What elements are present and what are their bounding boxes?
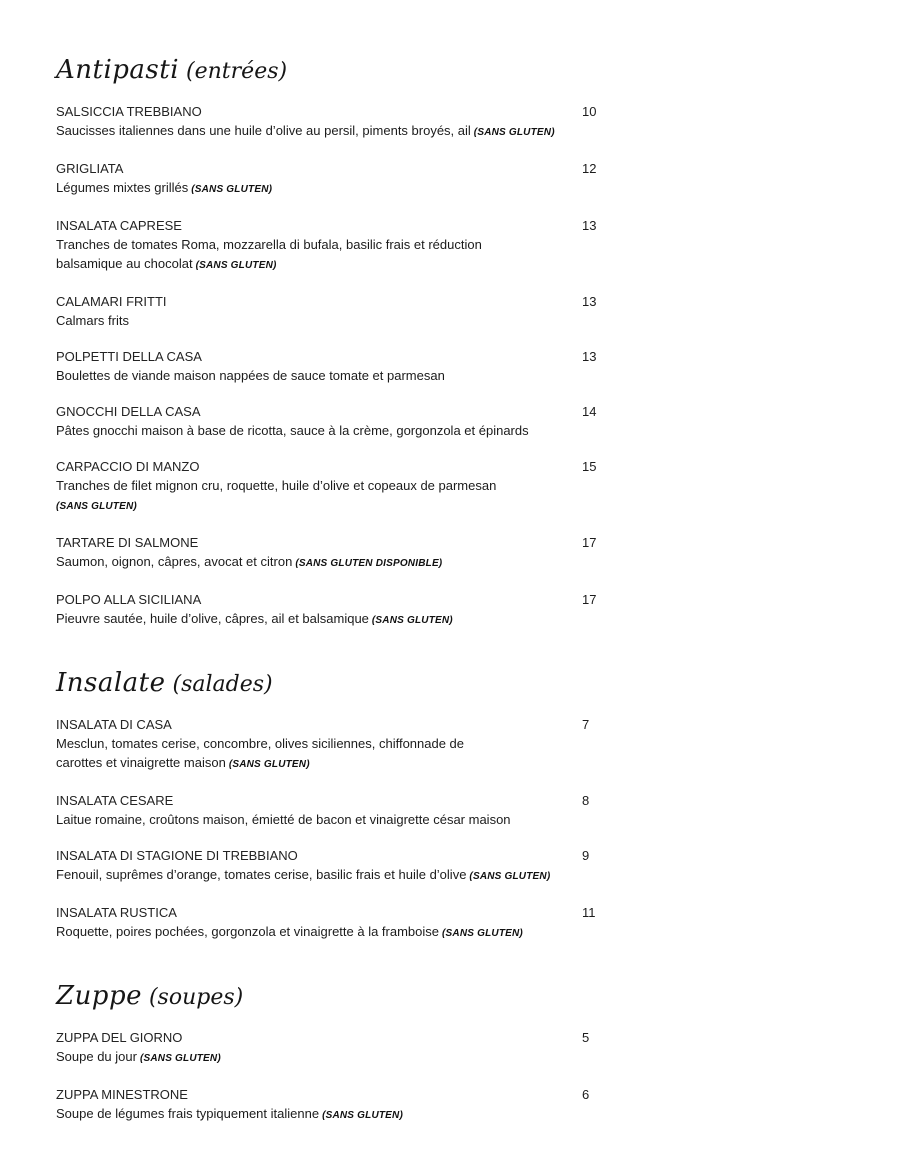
- item-name: TARTARE DI SALMONE: [56, 535, 199, 550]
- item-description-line: [56, 922, 656, 943]
- item-price: 14: [582, 404, 597, 419]
- menu-section: [56, 666, 656, 943]
- item-name: INSALATA CAPRESE: [56, 218, 182, 233]
- menu-section: [56, 53, 656, 630]
- item-name: CALAMARI FRITTI: [56, 294, 167, 309]
- item-head: [56, 402, 616, 421]
- item-price: 17: [582, 592, 597, 607]
- item-description-text: Légumes mixtes grillés: [56, 180, 189, 195]
- section-title-french: (soupes): [141, 985, 244, 1010]
- item-name: INSALATA RUSTICA: [56, 905, 177, 920]
- item-description-line: [56, 178, 656, 199]
- gluten-free-note: (SANS GLUTEN DISPONIBLE): [295, 558, 443, 569]
- section-title-french: (salades): [165, 672, 273, 697]
- item-description-text: Fenouil, suprêmes d’orange, tomates cerise, basilic frais et huile d’olive: [56, 867, 467, 882]
- gluten-free-note: (SANS GLUTEN): [469, 871, 551, 882]
- gluten-free-note: (SANS GLUTEN): [371, 615, 453, 626]
- item-description-line: [56, 254, 656, 275]
- item-description-line: [56, 495, 656, 516]
- menu-item: [56, 457, 656, 516]
- item-price: 8: [582, 793, 590, 808]
- item-description-line: [56, 366, 656, 385]
- item-head: [56, 846, 616, 865]
- item-head: [56, 1085, 616, 1104]
- gluten-free-note: (SANS GLUTEN): [195, 260, 277, 271]
- item-description-text: Laitue romaine, croûtons maison, émietté de bacon et vinaigrette césar maison: [56, 812, 511, 827]
- item-description-line: [56, 810, 656, 829]
- item-head: [56, 533, 616, 552]
- item-name: POLPETTI DELLA CASA: [56, 349, 202, 364]
- item-description-text: Roquette, poires pochées, gorgonzola et vinaigrette à la framboise: [56, 924, 440, 939]
- menu-item: [56, 590, 656, 630]
- item-name: GNOCCHI DELLA CASA: [56, 404, 201, 419]
- menu-item: [56, 533, 656, 573]
- menu-item: [56, 216, 656, 275]
- item-head: [56, 102, 616, 121]
- item-description-line: [56, 865, 656, 886]
- item-head: [56, 292, 616, 311]
- section-title-french: (entrées): [179, 59, 288, 84]
- item-name: INSALATA DI CASA: [56, 717, 172, 732]
- item-description-text: Boulettes de viande maison nappées de sauce tomate et parmesan: [56, 368, 445, 383]
- gluten-free-note: (SANS GLUTEN): [322, 1110, 403, 1121]
- menu-item: [56, 791, 656, 829]
- gluten-free-note: (SANS GLUTEN): [473, 127, 555, 138]
- item-name: INSALATA CESARE: [56, 793, 174, 808]
- item-price: 6: [582, 1087, 590, 1102]
- item-price: 13: [582, 349, 597, 364]
- section-title: [56, 979, 656, 1015]
- menu-item: [56, 1028, 656, 1068]
- gluten-free-note: (SANS GLUTEN): [139, 1053, 221, 1064]
- item-name: GRIGLIATA: [56, 161, 124, 176]
- gluten-free-note: (SANS GLUTEN): [191, 184, 273, 195]
- item-description-text: Mesclun, tomates cerise, concombre, olives siciliennes, chiffonnade de: [56, 736, 465, 751]
- item-description-text: Pâtes gnocchi maison à base de ricotta, sauce à la crème, gorgonzola et épinards: [56, 423, 529, 438]
- item-description-line: [56, 609, 656, 630]
- menu-item: [56, 347, 656, 385]
- section-title-italian: Antipasti: [56, 55, 180, 85]
- gluten-free-note: (SANS GLUTEN): [228, 759, 310, 770]
- item-name: ZUPPA DEL GIORNO: [56, 1030, 183, 1045]
- menu-item: [56, 846, 656, 886]
- item-description-line: [56, 1104, 656, 1125]
- item-description-line: [56, 476, 656, 495]
- item-name: CARPACCIO DI MANZO: [56, 459, 200, 474]
- item-price: 12: [582, 161, 597, 176]
- item-description-line: [56, 552, 656, 573]
- gluten-free-note: (SANS GLUTEN): [56, 501, 137, 512]
- item-price: 5: [582, 1030, 590, 1045]
- section-title-italian: Zuppe: [56, 981, 142, 1011]
- menu-item: [56, 159, 656, 199]
- section-title: [56, 53, 656, 89]
- item-description-line: [56, 1047, 656, 1068]
- item-head: [56, 715, 616, 734]
- item-description-text: carottes et vinaigrette maison: [56, 755, 226, 770]
- item-head: [56, 1028, 616, 1047]
- item-description-line: [56, 311, 656, 330]
- menu-section: [56, 979, 656, 1125]
- menu-item: [56, 292, 656, 330]
- item-name: ZUPPA MINESTRONE: [56, 1087, 188, 1102]
- item-name: INSALATA DI STAGIONE DI TREBBIANO: [56, 848, 298, 863]
- item-price: 13: [582, 218, 597, 233]
- item-price: 9: [582, 848, 590, 863]
- item-head: [56, 903, 616, 922]
- item-price: 11: [582, 905, 596, 920]
- item-price: 15: [582, 459, 597, 474]
- item-description-line: [56, 235, 656, 254]
- item-price: 10: [582, 104, 597, 119]
- item-head: [56, 347, 616, 366]
- item-price: 13: [582, 294, 597, 309]
- item-head: [56, 216, 616, 235]
- item-description-line: [56, 121, 656, 142]
- item-price: 7: [582, 717, 590, 732]
- section-title: [56, 666, 656, 702]
- item-description-text: Pieuvre sautée, huile d’olive, câpres, ail et balsamique: [56, 611, 369, 626]
- menu-item: [56, 715, 656, 774]
- menu-item: [56, 1085, 656, 1125]
- item-head: [56, 457, 616, 476]
- item-description-line: [56, 734, 656, 753]
- menu-item: [56, 102, 656, 142]
- menu-content: [56, 53, 656, 1125]
- gluten-free-note: (SANS GLUTEN): [442, 928, 523, 939]
- item-head: [56, 159, 616, 178]
- item-price: 17: [582, 535, 597, 550]
- item-description-text: Saucisses italiennes dans une huile d’olive au persil, piments broyés, ail: [56, 123, 471, 138]
- item-head: [56, 590, 616, 609]
- item-description-line: [56, 753, 656, 774]
- item-description-text: Calmars frits: [56, 313, 129, 328]
- menu-item: [56, 402, 656, 440]
- item-description-text: Saumon, oignon, câpres, avocat et citron: [56, 554, 293, 569]
- item-name: SALSICCIA TREBBIANO: [56, 104, 202, 119]
- item-description-text: balsamique au chocolat: [56, 256, 193, 271]
- item-description-text: Tranches de tomates Roma, mozzarella di bufala, basilic frais et réduction: [56, 237, 482, 252]
- item-description-text: Tranches de filet mignon cru, roquette, huile d’olive et copeaux de parmesan: [56, 478, 497, 493]
- section-title-italian: Insalate: [56, 668, 166, 698]
- menu-item: [56, 903, 656, 943]
- item-head: [56, 791, 616, 810]
- item-description-line: [56, 421, 656, 440]
- item-description-text: Soupe du jour: [56, 1049, 137, 1064]
- item-name: POLPO ALLA SICILIANA: [56, 592, 202, 607]
- item-description-text: Soupe de légumes frais typiquement italienne: [56, 1106, 320, 1121]
